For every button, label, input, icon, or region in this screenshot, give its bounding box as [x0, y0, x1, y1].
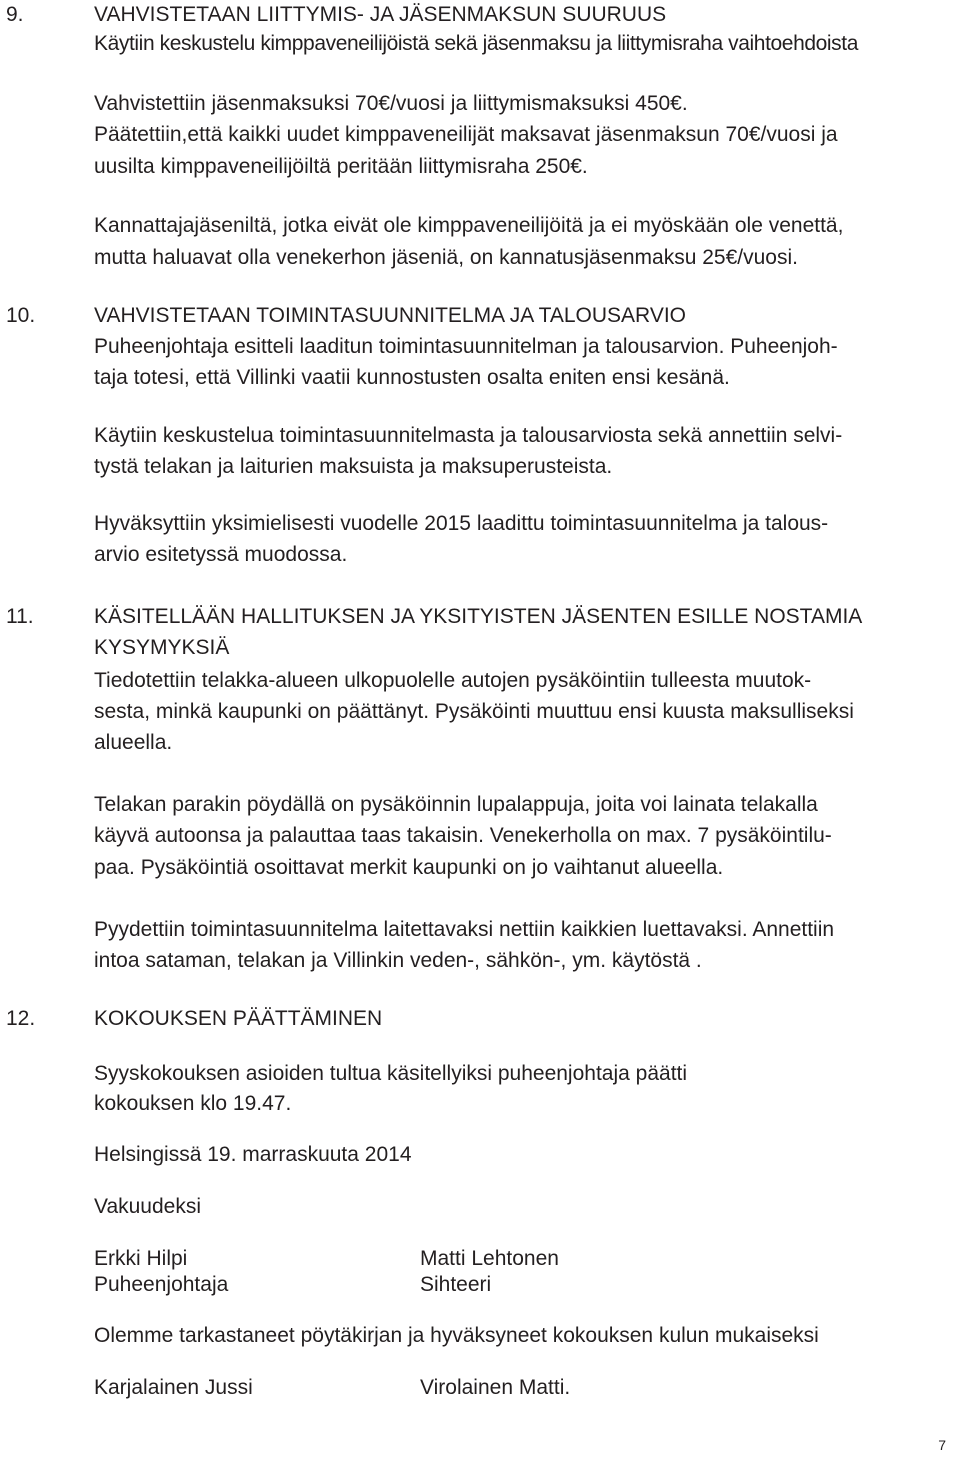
place-and-date: Helsingissä 19. marraskuuta 2014	[94, 1143, 412, 1166]
section-10-paragraph-line: tystä telakan ja laiturien maksuista ja maksuperusteista.	[94, 455, 613, 478]
reviewer-first: Karjalainen Jussi	[94, 1376, 253, 1399]
review-statement: Olemme tarkastaneet pöytäkirjan ja hyväksyneet kokouksen kulun mukaiseksi	[94, 1324, 819, 1347]
section-11-paragraph-line: Pyydettiin toimintasuunnitelma laitettavaksi nettiin kaikkien luettavaksi. Annettiin	[94, 918, 835, 941]
section-10-paragraph-line: taja totesi, että Villinki vaatii kunnostusten osalta eniten ensi kesänä.	[94, 366, 730, 389]
section-9-paragraph-line: uusilta kimppaveneilijöiltä peritään liittymisraha 250€.	[94, 155, 588, 178]
section-9-paragraph-line: Vahvistettiin jäsenmaksuksi 70€/vuosi ja liittymismaksuksi 450€.	[94, 92, 688, 115]
section-11-paragraph-line: käyvä autoonsa ja palauttaa taas takaisin. Venekerholla on max. 7 pysäköintilu-	[94, 824, 832, 847]
section-11-number: 11.	[6, 605, 34, 628]
section-10-paragraph-line: arvio esitetyssä muodossa.	[94, 543, 348, 566]
section-11-heading: KÄSITELLÄÄN HALLITUKSEN JA YKSITYISTEN JÄSENTEN ESILLE NOSTAMIA	[94, 605, 863, 628]
section-11-paragraph-line: sesta, minkä kaupunki on päättänyt. Pysäköinti muuttuu ensi kuusta maksulliseksi	[94, 700, 854, 723]
section-11-paragraph-line: Telakan parakin pöydällä on pysäköinnin lupalappuja, joita voi lainata telakalla	[94, 793, 818, 816]
section-12-number: 12.	[6, 1007, 36, 1030]
section-10-number: 10.	[6, 304, 36, 327]
chair-name: Erkki Hilpi	[94, 1247, 188, 1270]
page-number: 7	[938, 1437, 946, 1453]
section-12-paragraph-line: Syyskokouksen asioiden tultua käsitellyiksi puheenjohtaja päätti	[94, 1062, 688, 1085]
chair-title: Puheenjohtaja	[94, 1273, 229, 1296]
section-9-paragraph-line: mutta haluavat olla venekerhon jäseniä, on kannatusjäsenmaksu 25€/vuosi.	[94, 246, 798, 269]
section-10-heading: VAHVISTETAAN TOIMINTASUUNNITELMA JA TALOUSARVIO	[94, 304, 687, 327]
section-9-heading: VAHVISTETAAN LIITTYMIS- JA JÄSENMAKSUN SUURUUS	[94, 3, 667, 26]
section-9-paragraph-line: Päätettiin,että kaikki uudet kimppaveneilijät maksavat jäsenmaksun 70€/vuosi ja	[94, 123, 838, 146]
secretary-title: Sihteeri	[420, 1273, 492, 1296]
section-9-paragraph-line: Kannattajajäseniltä, jotka eivät ole kimppaveneilijöitä ja ei myöskään ole venettä,	[94, 214, 844, 237]
reviewer-second: Virolainen Matti.	[420, 1376, 571, 1399]
section-11-paragraph-line: intoa sataman, telakan ja Villinkin veden-, sähkön-, ym. käytöstä .	[94, 949, 702, 972]
section-11-paragraph-line: Tiedotettiin telakka-alueen ulkopuolelle autojen pysäköintiin tulleesta muutok-	[94, 669, 812, 692]
section-11-paragraph-line: alueella.	[94, 731, 173, 754]
secretary-name: Matti Lehtonen	[420, 1247, 559, 1270]
section-10-paragraph-line: Puheenjohtaja esitteli laaditun toimintasuunnitelman ja talousarvion. Puheenjoh-	[94, 335, 838, 358]
section-9-number: 9.	[6, 3, 24, 26]
section-11-paragraph-line: paa. Pysäköintiä osoittavat merkit kaupunki on jo vaihtanut alueella.	[94, 856, 724, 879]
section-9-paragraph-line: Käytiin keskustelu kimppaveneilijöistä sekä jäsenmaksu ja liittymisraha vaihtoehdoista	[94, 32, 858, 55]
section-12-heading: KOKOUKSEN PÄÄTTÄMINEN	[94, 1007, 383, 1030]
attestation-label: Vakuudeksi	[94, 1195, 202, 1218]
section-11-heading-continued: KYSYMYKSIÄ	[94, 636, 230, 659]
section-12-paragraph-line: kokouksen klo 19.47.	[94, 1092, 292, 1115]
section-10-paragraph-line: Käytiin keskustelua toimintasuunnitelmasta ja talousarviosta sekä annettiin selvi-	[94, 424, 843, 447]
section-10-paragraph-line: Hyväksyttiin yksimielisesti vuodelle 2015 laadittu toimintasuunnitelma ja talous-	[94, 512, 829, 535]
